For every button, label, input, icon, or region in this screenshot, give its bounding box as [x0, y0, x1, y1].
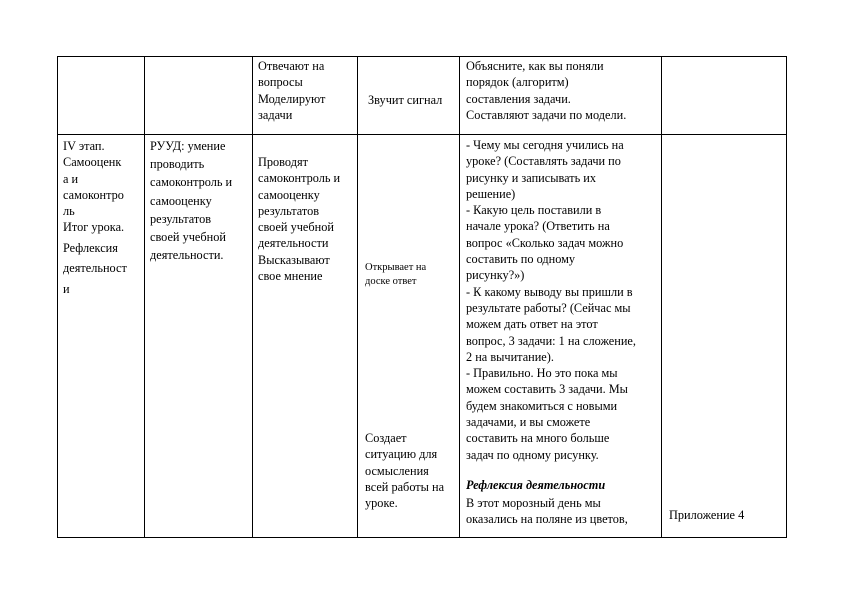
table-border-top	[57, 56, 787, 57]
column-divider	[661, 56, 662, 538]
lesson-content-cell: Объясните, как вы поняли порядок (алгоритм) составления задачи. Составляют задачи по модели.	[466, 59, 627, 122]
column-divider	[144, 56, 145, 538]
teacher-activity-cell: Звучит сигнал	[368, 93, 443, 107]
teacher-activity-cell: Открывает на доске ответ	[365, 262, 427, 287]
lesson-plan-table	[57, 56, 787, 538]
table-border-right	[786, 56, 787, 538]
column-divider	[252, 56, 253, 538]
lesson-content-cell: - Чему мы сегодня учились на уроке? (Составлять задачи по рисунку и записывать их решение) - Какую цель поставили в начале урока? (Ответить на вопрос «Сколько задач можно составить по одному рисунку?») - К какому выводу вы пришли в результате работы? (Сейчас мы можем дать ответ на этот вопрос, 3 задачи: 1 на сложение, 2 на вычитание). - Правильно. Но это пока мы можем составить 3 задачи. Мы будем знакомиться с новыми задачами, и вы сможете составить на много больше задач по одному рисунку.	[466, 138, 636, 462]
teacher-activity-cell: Создает ситуацию для осмысления всей работы на уроке.	[365, 431, 445, 511]
students-activity-cell: Отвечают на вопросы Моделируют задачи	[258, 59, 326, 122]
reflection-heading: Рефлексия деятельности	[466, 478, 606, 492]
lesson-content-cell: В этот морозный день мы оказались на поляне из цветов,	[466, 496, 628, 527]
stage-reflection-label: Рефлексия деятельност и	[63, 241, 127, 296]
students-activity-cell: Проводят самоконтроль и самооценку результатов своей учебной деятельности Высказывают свое мнение	[258, 155, 341, 284]
appendix-reference: Приложение 4	[669, 508, 745, 522]
table-border-left	[57, 56, 58, 538]
table-border-bottom	[57, 537, 787, 538]
table-row-divider	[57, 134, 787, 135]
column-divider	[459, 56, 460, 538]
learning-skills-cell: РУУД: умение проводить самоконтроль и самооценку результатов своей учебной деятельности.	[150, 139, 233, 263]
stage-name-cell: IV этап. Самооценк а и самоконтро ль Итог урока.	[63, 139, 125, 235]
column-divider	[357, 56, 358, 538]
